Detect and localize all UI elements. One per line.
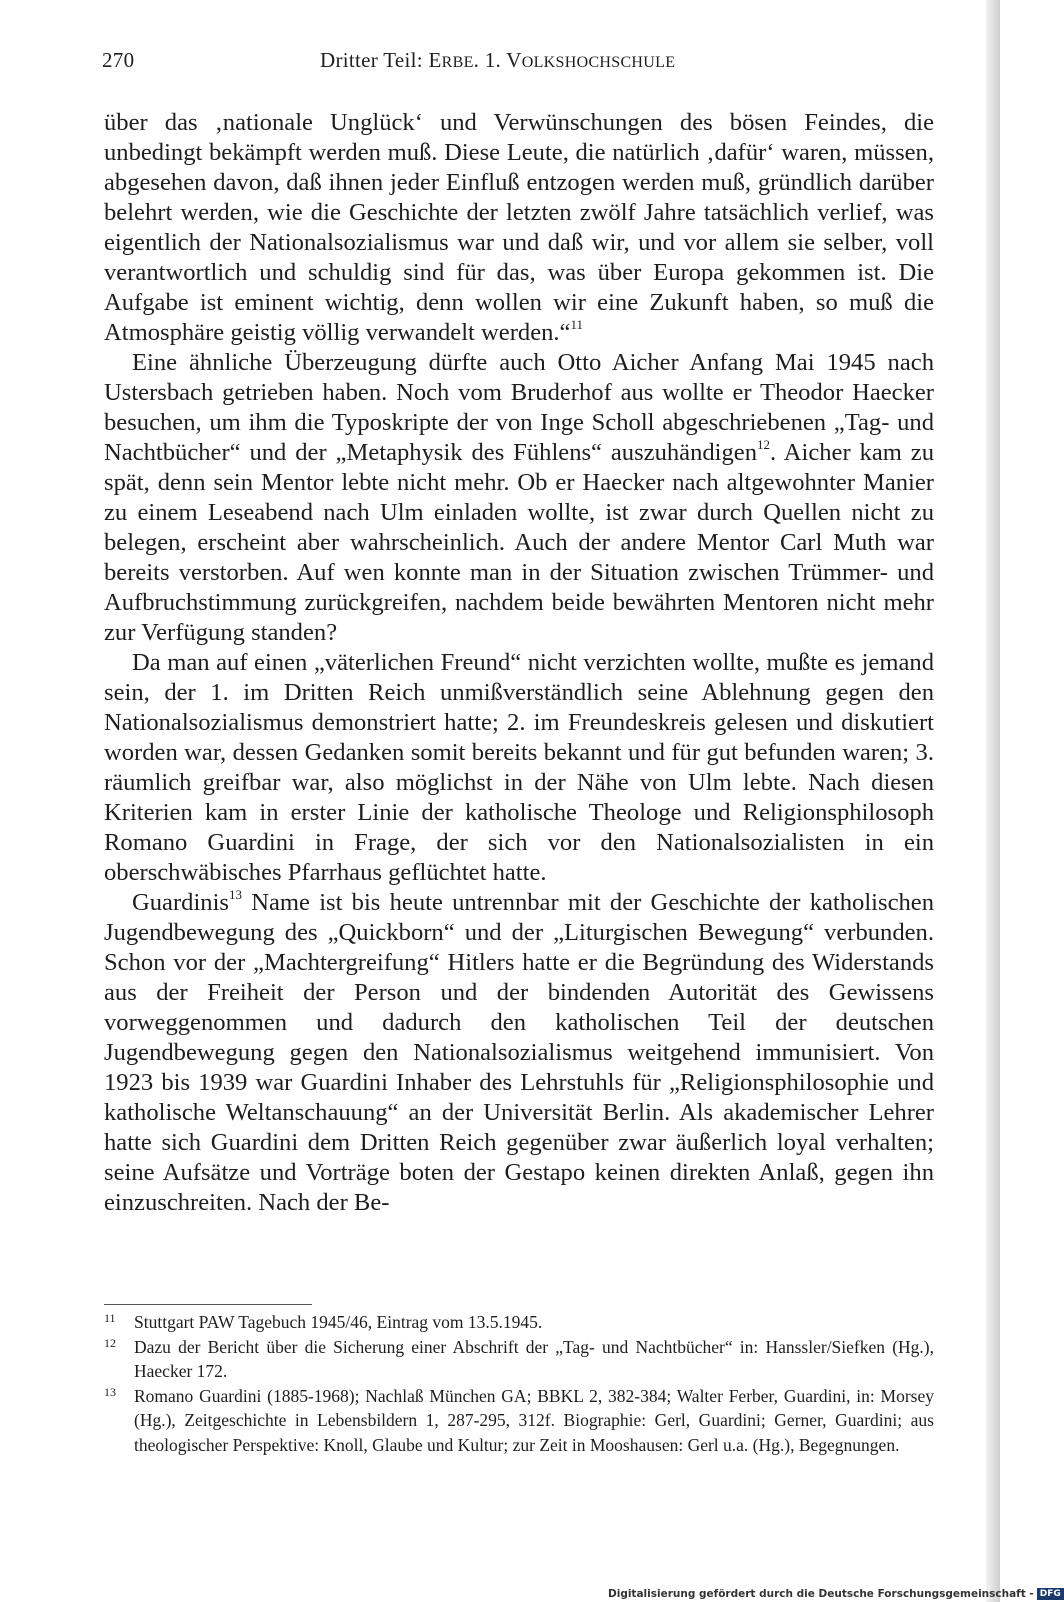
digitization-banner	[608, 1587, 1064, 1601]
footnote-number: 13	[104, 1384, 116, 1399]
paragraph-4	[104, 888, 934, 1218]
page-header	[102, 48, 934, 78]
running-title-middle: . 1. V	[473, 48, 522, 72]
paragraph-3: Da man auf einen „väterlichen Freund“ nicht verzichten wollte, mußte es jemand sein, der 1. im Dritten Reich unmißverständlich seine Ablehnung gegen den Nationalsozialismus demonstriert hatte; 2. im Freundeskreis gelesen und diskutiert worden war, dessen Gedanken somit bereits bekannt und für gut befunden waren; 3. räumlich greifbar war, also möglichst in der Nähe von Ulm lebte. Nach diesen Kriterien kam in erster Linie der katholische Theologe und Religionsphilosoph Romano Guardini in Frage, der sich vor den Nationalsozialisten in ein oberschwäbisches Pfarrhaus geflüchtet hatte.	[104, 649, 934, 886]
footnote-number: 11	[104, 1311, 116, 1325]
footnote-12	[104, 1335, 934, 1384]
dfg-logo: DFG	[1037, 1588, 1064, 1600]
paragraph-2-text-b: . Aicher kam zu spät, denn sein Mentor lebte nicht mehr. Ob er Haecker nach altgewohnter Manier zu einem Leseabend nach Ulm einladen wollte, ist zwar durch Quellen nicht zu belegen, erscheint aber wahrscheinlich. Auch der andere Mentor Carl Muth war bereits verstorben. Auf wen konnte man in der Situation zwischen Trümmer- und Aufbruchstimmung zurückgreifen, nachdem beide bewährten Mentoren nicht mehr zur Verfügung standen?	[104, 439, 934, 646]
paragraph-2	[104, 348, 934, 648]
footnote-text: Dazu der Bericht über die Sicherung einer Abschrift der „Tag- und Nachtbücher“ in: Hanssler/Siefken (Hg.), Haecker 172.	[134, 1336, 934, 1381]
paragraph-1-text: über das ‚nationale Unglück‘ und Verwünschungen des bösen Feindes, die unbedingt bekämpft werden muß. Diese Leute, die natürlich ‚dafür‘ waren, müssen, abgesehen davon, daß ihnen jeder Einfluß entzogen werden muß, gründlich darüber belehrt werden, wie die Geschichte der letzten zwölf Jahre tatsächlich verlief, was eigentlich der Nationalsozialismus war und daß wir, und vor allem sie selber, voll verantwortlich und schuldig sind für das, was über Europa gekommen ist. Die Aufgabe ist eminent wichtig, denn wollen wir eine Zukunft haben, so muß die Atmosphäre geistig völlig verwandelt werden.“	[104, 109, 934, 346]
footnote-11	[104, 1310, 934, 1335]
digitization-banner-text: Digitalisierung gefördert durch die Deutsche Forschungsgemeinschaft -	[608, 1588, 1034, 1600]
footnote-divider	[104, 1304, 312, 1305]
footnote-number: 12	[104, 1335, 116, 1350]
paragraph-4-text-a: Guardinis	[132, 889, 229, 916]
running-title-smallcaps-1: RBE	[441, 54, 474, 71]
running-title-smallcaps-2: OLKSHOCHSCHULE	[521, 54, 676, 71]
footnote-ref-12[interactable]: 12	[757, 437, 771, 452]
paragraph-2-text-a: Eine ähnliche Überzeugung dürfte auch Otto Aicher Anfang Mai 1945 nach Ustersbach getrieben haben. Noch vom Bruderhof aus wollte er Theodor Haecker besuchen, um ihm die Typoskripte der von Inge Scholl abgeschriebenen „Tag- und Nachtbücher“ und der „Metaphysik des Fühlens“ auszuhändigen	[104, 349, 934, 466]
footnote-text: Stuttgart PAW Tagebuch 1945/46, Eintrag vom 13.5.1945.	[134, 1312, 543, 1332]
paragraph-1	[104, 108, 934, 348]
footnote-ref-11[interactable]: 11	[570, 317, 583, 332]
footnote-ref-13[interactable]: 13	[229, 887, 242, 902]
footnotes	[104, 1310, 934, 1457]
scan-page-edge	[986, 0, 1000, 1602]
running-title-prefix: Dritter Teil: E	[320, 48, 442, 72]
paragraph-4-text-b: Name ist bis heute untrennbar mit der Geschichte der katholischen Jugendbewegung des „Quickborn“ und der „Liturgischen Bewegung“ verbunden. Schon vor der „Machtergreifung“ Hitlers hatte er die Begründung des Widerstands aus der Freiheit der Person und der bindenden Autorität des Gewissens vorweggenommen und dadurch den katholischen Teil der deutschen Jugendbewegung gegen den Nationalsozialismus weitgehend immunisiert. Von 1923 bis 1939 war Guardini Inhaber des Lehrstuhls für „Religionsphilosophie und katholische Weltanschauung“ an der Universität Berlin. Als akademischer Lehrer hatte sich Guardini dem Dritten Reich gegenüber zwar äußerlich loyal verhalten; seine Aufsätze und Vorträge boten der Gestapo keinen direkten Anlaß, gegen ihn einzuschreiten. Nach der Be-	[104, 889, 934, 1216]
footnote-13	[104, 1384, 934, 1458]
page-number: 270	[102, 48, 135, 72]
footnote-text: Romano Guardini (1885-1968); Nachlaß München GA; BBKL 2, 382-384; Walter Ferber, Guardini, in: Morsey (Hg.), Zeitgeschichte in Lebensbildern 1, 287-295, 312f. Biographie: Gerl, Guardini; Gerner, Guardini; aus theologischer Perspektive: Knoll, Glaube und Kultur; zur Zeit in Mooshausen: Gerl u.a. (Hg.), Begegnungen.	[134, 1385, 934, 1455]
body-text	[104, 108, 934, 1218]
running-title	[320, 48, 675, 73]
